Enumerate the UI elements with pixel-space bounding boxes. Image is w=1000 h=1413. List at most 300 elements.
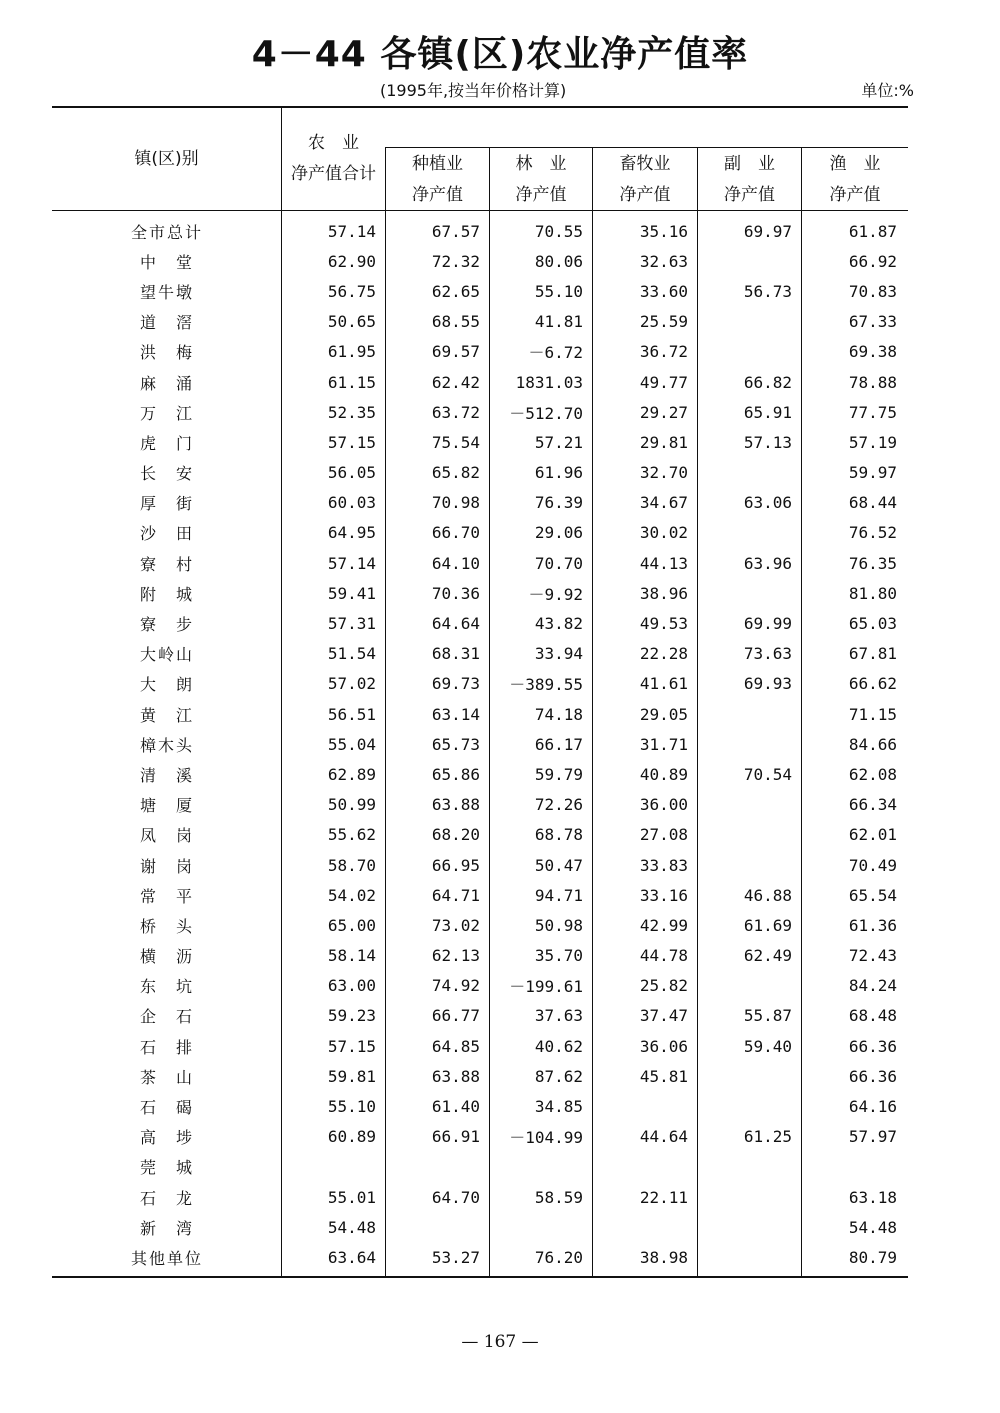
cell-sideline: 69.97: [743, 221, 792, 241]
cell-livestock: 22.28: [639, 644, 688, 664]
cell-livestock: 36.06: [639, 1036, 688, 1056]
row-town-name: 大岭山: [139, 645, 194, 665]
cell-forest: 70.70: [534, 553, 583, 573]
cell-livestock: 25.82: [639, 976, 688, 996]
cell-total: 61.15: [327, 372, 376, 392]
header-town-label: 镇(区)别: [134, 149, 199, 169]
cell-sideline: 65.91: [743, 402, 792, 422]
cell-total: 55.62: [327, 825, 376, 845]
header-total-line2: 净产值合计: [291, 164, 376, 184]
cell-fishery: 76.52: [848, 523, 897, 543]
cell-forest: 55.10: [534, 281, 583, 301]
cell-livestock: 44.64: [639, 1127, 688, 1147]
row-town-name: 新 湾: [139, 1218, 194, 1238]
cell-crop: 72.32: [431, 251, 480, 271]
cell-total: [282, 1152, 386, 1182]
row-town-name: 道 滘: [139, 313, 194, 333]
cell-crop: 75.54: [431, 432, 480, 452]
table-row: [52, 1001, 907, 1031]
table-row: [52, 307, 907, 337]
table-row: [52, 880, 907, 910]
table-row: [52, 1122, 907, 1152]
row-town-name: 常 平: [139, 886, 194, 906]
row-town-name: 谢 岗: [139, 856, 194, 876]
row-town-name: 企 石: [139, 1007, 194, 1027]
table-row: [52, 1182, 907, 1212]
cell-sideline: 61.69: [743, 915, 792, 935]
row-town-name: 桥 头: [139, 916, 194, 936]
cell-forest: －6.72: [528, 343, 583, 363]
table-body: [52, 216, 907, 1273]
row-town-name: 大 朗: [139, 675, 194, 695]
cell-livestock: 33.16: [639, 885, 688, 905]
cell-forest: 76.20: [534, 1247, 583, 1267]
cell-crop: 64.71: [431, 885, 480, 905]
cell-forest: 94.71: [534, 885, 583, 905]
cell-sideline: [698, 850, 802, 880]
cell-crop: 68.55: [431, 312, 480, 332]
cell-fishery: 70.49: [848, 855, 897, 875]
cell-livestock: 45.81: [639, 1066, 688, 1086]
cell-fishery: 68.44: [848, 493, 897, 513]
cell-total: 60.89: [327, 1127, 376, 1147]
row-town-name: 望牛墩: [139, 282, 194, 302]
table-row: [52, 458, 907, 488]
cell-livestock: 25.59: [639, 312, 688, 332]
cell-fishery: 64.16: [848, 1097, 897, 1117]
cell-forest: 61.96: [534, 463, 583, 483]
cell-sideline: 63.96: [743, 553, 792, 573]
cell-forest: 50.47: [534, 855, 583, 875]
cell-fishery: 76.35: [848, 553, 897, 573]
cell-forest: 50.98: [534, 915, 583, 935]
cell-sideline: 57.13: [743, 432, 792, 452]
row-town-name: 茶 山: [139, 1067, 194, 1087]
cell-crop: 65.73: [431, 734, 480, 754]
cell-forest: 43.82: [534, 614, 583, 634]
cell-total: 59.23: [327, 1006, 376, 1026]
cell-crop: 65.86: [431, 764, 480, 784]
cell-total: 55.10: [327, 1097, 376, 1117]
cell-crop: 70.98: [431, 493, 480, 513]
cell-fishery: 57.97: [848, 1127, 897, 1147]
table-row: [52, 276, 907, 306]
cell-sideline: 63.06: [743, 493, 792, 513]
cell-fishery: [802, 1152, 907, 1182]
cell-fishery: 57.19: [848, 432, 897, 452]
cell-crop: 70.36: [431, 583, 480, 603]
top-rule: [52, 106, 908, 108]
cell-total: 65.00: [327, 915, 376, 935]
cell-fishery: 66.62: [848, 674, 897, 694]
cell-crop: 74.92: [431, 976, 480, 996]
cell-fishery: 63.18: [848, 1187, 897, 1207]
table-row: [52, 1212, 907, 1242]
cell-sideline: [698, 820, 802, 850]
cell-fishery: 62.01: [848, 825, 897, 845]
table-row: [52, 518, 907, 548]
cell-sideline: [698, 1182, 802, 1212]
header-crop-line1: 种植业: [412, 154, 463, 174]
cell-sideline: [698, 1091, 802, 1121]
cell-total: 51.54: [327, 644, 376, 664]
cell-crop: [386, 1152, 490, 1182]
cell-total: 57.14: [327, 553, 376, 573]
header-fishery: [802, 149, 908, 211]
cell-forest: 33.94: [534, 644, 583, 664]
cell-livestock: 32.63: [639, 251, 688, 271]
cell-fishery: 66.36: [848, 1066, 897, 1086]
cell-crop: 63.14: [431, 704, 480, 724]
cell-total: 61.95: [327, 342, 376, 362]
cell-crop: 63.72: [431, 402, 480, 422]
cell-sideline: 69.93: [743, 674, 792, 694]
cell-sideline: [698, 1061, 802, 1091]
cell-crop: 68.31: [431, 644, 480, 664]
row-town-name: 中 堂: [139, 252, 194, 272]
cell-total: 54.02: [327, 885, 376, 905]
cell-sideline: [698, 518, 802, 548]
cell-livestock: 36.72: [639, 342, 688, 362]
table-row: [52, 578, 907, 608]
cell-livestock: 32.70: [639, 463, 688, 483]
cell-sideline: [698, 790, 802, 820]
header-livestock-line2: 净产值: [619, 185, 671, 205]
cell-fishery: 54.48: [848, 1217, 897, 1237]
cell-livestock: 22.11: [639, 1187, 688, 1207]
cell-forest: 68.78: [534, 825, 583, 845]
cell-total: 55.01: [327, 1187, 376, 1207]
cell-crop: 66.91: [431, 1127, 480, 1147]
header-crop: [386, 149, 489, 211]
header-forest-line2: 净产值: [515, 185, 567, 205]
row-town-name: 长 安: [139, 464, 194, 484]
cell-fishery: 67.33: [848, 312, 897, 332]
cell-fishery: 61.36: [848, 915, 897, 935]
cell-sideline: [698, 246, 802, 276]
cell-total: 56.51: [327, 704, 376, 724]
cell-fishery: 62.08: [848, 764, 897, 784]
cell-livestock: 31.71: [639, 734, 688, 754]
cell-crop: 64.85: [431, 1036, 480, 1056]
cell-fishery: 78.88: [848, 372, 897, 392]
cell-crop: [386, 1212, 490, 1242]
cell-forest: 58.59: [534, 1187, 583, 1207]
cell-crop: 65.82: [431, 463, 480, 483]
page-title: 4－44 各镇(区)农业净产值率: [251, 34, 749, 75]
table-row: [52, 427, 907, 457]
cell-crop: 64.10: [431, 553, 480, 573]
cell-livestock: 29.05: [639, 704, 688, 724]
cell-forest: 37.63: [534, 1006, 583, 1026]
cell-livestock: [593, 1212, 698, 1242]
table-row: [52, 1091, 907, 1121]
row-town-name: 凤 岗: [139, 826, 194, 846]
cell-total: 57.15: [327, 432, 376, 452]
cell-total: 59.41: [327, 583, 376, 603]
cell-livestock: 40.89: [639, 764, 688, 784]
cell-forest: 70.55: [534, 221, 583, 241]
cell-forest: －104.99: [509, 1128, 583, 1148]
cell-livestock: 38.96: [639, 583, 688, 603]
cell-sideline: 70.54: [743, 764, 792, 784]
cell-total: 64.95: [327, 523, 376, 543]
row-town-name: 莞 城: [139, 1158, 194, 1178]
cell-total: 57.14: [327, 221, 376, 241]
unit-label: 单位:%: [861, 81, 914, 100]
cell-livestock: 36.00: [639, 795, 688, 815]
header-town: [52, 144, 281, 175]
cell-total: 56.05: [327, 463, 376, 483]
cell-total: 57.31: [327, 614, 376, 634]
cell-forest: 80.06: [534, 251, 583, 271]
cell-total: 50.65: [327, 312, 376, 332]
row-town-name: 石 碣: [139, 1098, 194, 1118]
header-forest-line1: 林 业: [515, 154, 567, 174]
cell-total: 54.48: [327, 1217, 376, 1237]
cell-crop: 63.88: [431, 795, 480, 815]
cell-fishery: 72.43: [848, 946, 897, 966]
cell-livestock: 49.77: [639, 372, 688, 392]
cell-fishery: 59.97: [848, 463, 897, 483]
table-row: [52, 1152, 907, 1182]
cell-sideline: 66.82: [743, 372, 792, 392]
cell-fishery: 65.54: [848, 885, 897, 905]
row-town-name: 石 龙: [139, 1188, 194, 1208]
cell-livestock: 42.99: [639, 915, 688, 935]
header-crop-line2: 净产值: [412, 185, 463, 205]
cell-forest: 1831.03: [515, 372, 583, 392]
row-town-name: 麻 涌: [139, 373, 194, 393]
header-livestock: [593, 149, 697, 211]
cell-livestock: 27.08: [639, 825, 688, 845]
cell-total: 63.64: [327, 1247, 376, 1267]
table-row: [52, 820, 907, 850]
subheader-rule: [385, 147, 908, 148]
table-row: [52, 1031, 907, 1061]
cell-total: 52.35: [327, 402, 376, 422]
header-fishery-line2: 净产值: [829, 185, 881, 205]
cell-livestock: 38.98: [639, 1247, 688, 1267]
cell-fishery: 81.80: [848, 583, 897, 603]
header-forest: [490, 149, 592, 211]
row-town-name: 附 城: [139, 584, 194, 604]
cell-forest: 34.85: [534, 1097, 583, 1117]
row-town-name: 清 溪: [139, 765, 194, 785]
table-row: [52, 548, 907, 578]
table-row: [52, 790, 907, 820]
page-number: — 167 —: [461, 1332, 539, 1352]
table-row: [52, 608, 907, 638]
cell-sideline: [698, 307, 802, 337]
header-sideline-line2: 净产值: [724, 185, 775, 205]
cell-crop: 66.77: [431, 1006, 480, 1026]
table-row: [52, 669, 907, 699]
cell-livestock: [593, 1152, 698, 1182]
cell-forest: 74.18: [534, 704, 583, 724]
table-subtitle: (1995年,按当年价格计算): [380, 81, 567, 100]
header-sideline: [698, 149, 801, 211]
cell-fishery: 71.15: [848, 704, 897, 724]
cell-total: 62.89: [327, 764, 376, 784]
cell-total: 57.15: [327, 1036, 376, 1056]
table-row: [52, 367, 907, 397]
cell-forest: 41.81: [534, 312, 583, 332]
table-row: [52, 639, 907, 669]
cell-sideline: [698, 578, 802, 608]
cell-fishery: 66.92: [848, 251, 897, 271]
cell-crop: 68.20: [431, 825, 480, 845]
cell-forest: 40.62: [534, 1036, 583, 1056]
cell-crop: 69.57: [431, 342, 480, 362]
table-row: [52, 971, 907, 1001]
table-row: [52, 1242, 907, 1272]
row-town-name: 沙 田: [139, 524, 194, 544]
header-sideline-line1: 副 业: [724, 154, 775, 174]
cell-sideline: 61.25: [743, 1127, 792, 1147]
cell-crop: 63.88: [431, 1066, 480, 1086]
table-row: [52, 729, 907, 759]
cell-crop: 67.57: [431, 221, 480, 241]
cell-total: 55.04: [327, 734, 376, 754]
cell-forest: －389.55: [509, 675, 583, 695]
cell-fishery: 84.66: [848, 734, 897, 754]
cell-livestock: 49.53: [639, 614, 688, 634]
cell-forest: 72.26: [534, 795, 583, 815]
cell-crop: 62.65: [431, 281, 480, 301]
cell-sideline: [698, 337, 802, 367]
cell-livestock: 35.16: [639, 221, 688, 241]
table-row: [52, 337, 907, 367]
cell-total: 59.81: [327, 1066, 376, 1086]
cell-crop: 64.70: [431, 1187, 480, 1207]
cell-sideline: [698, 971, 802, 1001]
data-table: [52, 216, 907, 1273]
cell-crop: 73.02: [431, 915, 480, 935]
cell-livestock: 44.78: [639, 946, 688, 966]
table-row: [52, 1061, 907, 1091]
cell-livestock: 41.61: [639, 674, 688, 694]
cell-sideline: 46.88: [743, 885, 792, 905]
cell-fishery: 69.38: [848, 342, 897, 362]
cell-forest: 87.62: [534, 1066, 583, 1086]
cell-forest: －199.61: [509, 977, 583, 997]
row-town-name: 万 江: [139, 403, 194, 423]
cell-fishery: 65.03: [848, 614, 897, 634]
cell-livestock: 30.02: [639, 523, 688, 543]
cell-fishery: 67.81: [848, 644, 897, 664]
cell-sideline: [698, 1152, 802, 1182]
cell-livestock: 33.60: [639, 281, 688, 301]
table-row: [52, 941, 907, 971]
cell-forest: [490, 1152, 593, 1182]
cell-sideline: 55.87: [743, 1006, 792, 1026]
cell-forest: 57.21: [534, 432, 583, 452]
cell-forest: －512.70: [509, 403, 583, 423]
cell-forest: 59.79: [534, 764, 583, 784]
cell-total: 63.00: [327, 976, 376, 996]
table-row: [52, 699, 907, 729]
row-town-name: 塘 厦: [139, 796, 194, 816]
row-town-name: 石 排: [139, 1037, 194, 1057]
cell-fishery: 68.48: [848, 1006, 897, 1026]
row-town-name: 虎 门: [139, 433, 194, 453]
cell-fishery: 61.87: [848, 221, 897, 241]
row-town-name: 寮 步: [139, 615, 194, 635]
row-town-name: 寮 村: [139, 554, 194, 574]
cell-fishery: 84.24: [848, 976, 897, 996]
cell-sideline: [698, 458, 802, 488]
cell-sideline: [698, 1242, 802, 1272]
cell-forest: [490, 1212, 593, 1242]
cell-total: 56.75: [327, 281, 376, 301]
cell-fishery: 80.79: [848, 1247, 897, 1267]
row-town-name: 全市总计: [130, 222, 203, 242]
cell-fishery: 66.34: [848, 795, 897, 815]
cell-crop: 62.42: [431, 372, 480, 392]
cell-forest: 76.39: [534, 493, 583, 513]
table-row: [52, 910, 907, 940]
header-total-line1: 农 业: [308, 133, 359, 153]
row-town-name: 厚 街: [139, 494, 194, 514]
cell-sideline: 56.73: [743, 281, 792, 301]
cell-sideline: 73.63: [743, 644, 792, 664]
cell-total: 58.70: [327, 855, 376, 875]
cell-livestock: 37.47: [639, 1006, 688, 1026]
cell-sideline: [698, 729, 802, 759]
table-row: [52, 488, 907, 518]
table-row: [52, 397, 907, 427]
table-row: [52, 850, 907, 880]
cell-total: 62.90: [327, 251, 376, 271]
cell-sideline: [698, 1212, 802, 1242]
cell-livestock: 33.83: [639, 855, 688, 875]
cell-fishery: 77.75: [848, 402, 897, 422]
table-row: [52, 216, 907, 246]
header-livestock-line1: 畜牧业: [619, 154, 671, 174]
cell-total: 50.99: [327, 795, 376, 815]
cell-crop: 61.40: [431, 1097, 480, 1117]
cell-forest: 29.06: [534, 523, 583, 543]
cell-forest: －9.92: [528, 584, 583, 604]
cell-total: 57.02: [327, 674, 376, 694]
cell-total: 60.03: [327, 493, 376, 513]
cell-livestock: 34.67: [639, 493, 688, 513]
cell-forest: 66.17: [534, 734, 583, 754]
cell-livestock: 29.27: [639, 402, 688, 422]
row-town-name: 樟木头: [139, 735, 194, 755]
table-row: [52, 759, 907, 789]
cell-crop: 66.95: [431, 855, 480, 875]
cell-livestock: 44.13: [639, 553, 688, 573]
cell-forest: 35.70: [534, 946, 583, 966]
cell-sideline: 59.40: [743, 1036, 792, 1056]
row-town-name: 其他单位: [130, 1248, 203, 1268]
table-row: [52, 246, 907, 276]
cell-total: 58.14: [327, 946, 376, 966]
cell-livestock: 29.81: [639, 432, 688, 452]
cell-livestock: [593, 1091, 698, 1121]
row-town-name: 黄 江: [139, 705, 194, 725]
header-fishery-line1: 渔 业: [829, 154, 881, 174]
cell-fishery: 70.83: [848, 281, 897, 301]
row-town-name: 东 坑: [139, 977, 194, 997]
cell-sideline: 69.99: [743, 614, 792, 634]
cell-fishery: 66.36: [848, 1036, 897, 1056]
cell-crop: 69.73: [431, 674, 480, 694]
cell-crop: 66.70: [431, 523, 480, 543]
row-town-name: 洪 梅: [139, 343, 194, 363]
